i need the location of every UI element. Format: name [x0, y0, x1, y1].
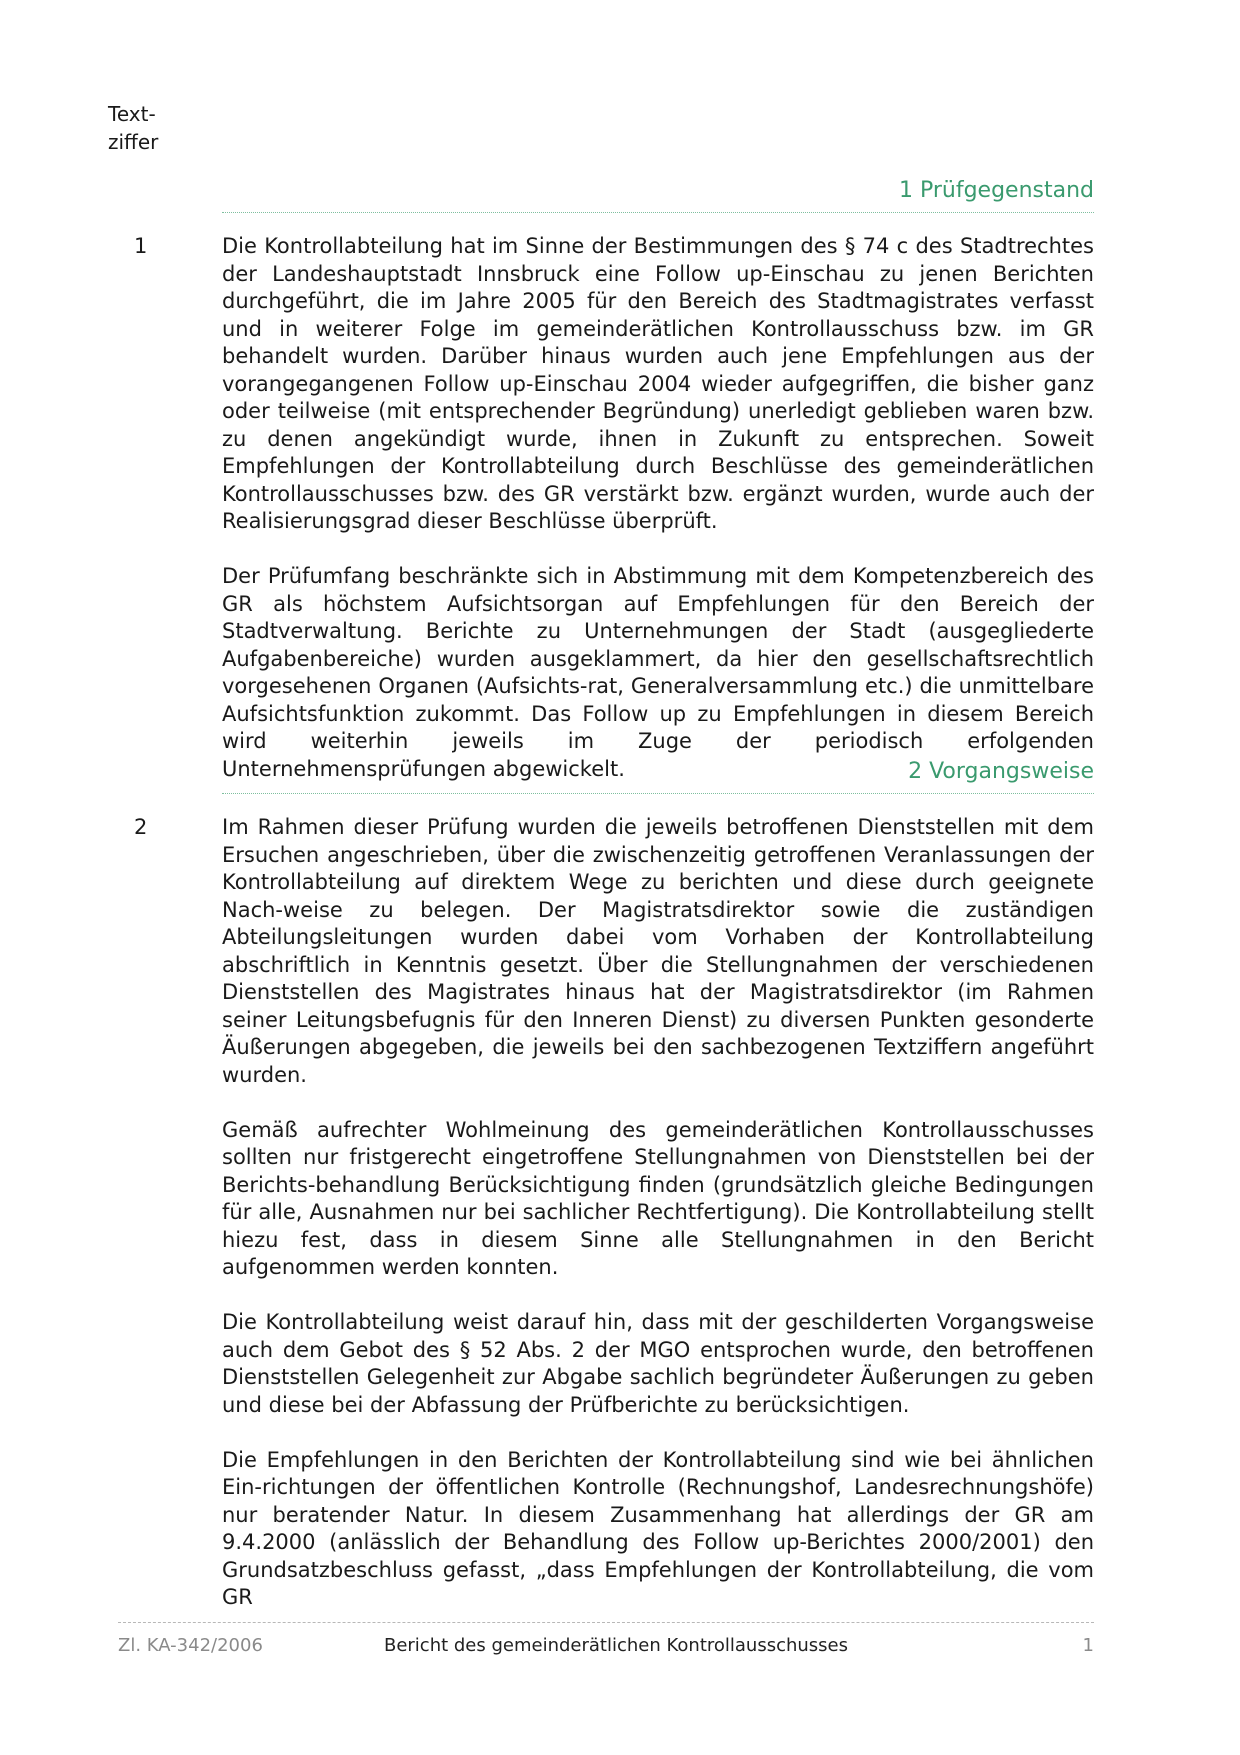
textziffer-number: 1 — [134, 234, 148, 258]
paragraph: Die Kontrollabteilung hat im Sinne der Bestimmungen des § 74 c des Stadtrechtes der Landeshauptstadt Innsbruck eine Follow up-Einschau zu jenen Berichten durchgeführt, die im Jahre 2005 für den Bereich des Stadtmagistrates verfasst und in weiterer Folge im gemeinderätlichen Kontrollausschuss bzw. im GR behandelt wurden. Darüber hinaus wurden auch jene Empfehlungen aus der vorangegangenen Follow up-Einschau 2004 wieder aufgegriffen, die bisher ganz oder teilweise (mit entsprechender Begründung) unerledigt geblieben waren bzw. zu denen angekündigt wurde, ihnen in Zukunft zu entsprechen. Soweit Empfehlungen der Kontrollabteilung durch Beschlüsse des gemeinderätlichen Kontrollausschusses bzw. des GR verstärkt bzw. ergänzt wurden, wurde auch der Realisierungsgrad dieser Beschlüsse überprüft. — [222, 234, 1094, 533]
paragraph: Im Rahmen dieser Prüfung wurden die jeweils betroffenen Dienststellen mit dem Ersuchen angeschrieben, über die zwischenzeitig getroffenen Veranlassungen der Kontrollabteilung auf direktem Wege zu berichten und diese durch geeignete Nach-weise zu belegen. Der Magistratsdirektor sowie die zuständigen Abteilungsleitungen wurden dabei vom Vorhaben der Kontrollabteilung abschriftlich in Kenntnis gesetzt. Über die Stellungnahmen der verschiedenen Dienststellen des Magistrates hinaus hat der Magistratsdirektor (im Rahmen seiner Leitungsbefugnis für den Inneren Dienst) zu diversen Punkten gesonderte Äußerungen abgegeben, die jeweils bei den sachbezogenen Textziffern angeführt wurden. — [222, 815, 1094, 1087]
paragraph: Gemäß aufrechter Wohlmeinung des gemeinderätlichen Kontrollausschusses sollten nur fristgerecht eingetroffene Stellungnahmen von Dienststellen bei der Berichts-behandlung Berücksichtigung finden (grundsätzlich gleiche Bedingungen für alle, Ausnahmen nur bei sachlicher Rechtfertigung). Die Kontrollabteilung stellt hiezu fest, dass in diesem Sinne alle Stellungnahmen in den Bericht aufgenommen werden konnten. — [222, 1117, 1094, 1279]
textziffer-number: 2 — [134, 815, 148, 839]
footer-reference: Zl. KA-342/2006 — [118, 1635, 263, 1656]
margin-label-textziffer — [108, 100, 198, 156]
paragraph: Die Kontrollabteilung weist darauf hin, dass mit der geschilderten Vorgangsweise auch dem Gebot des § 52 Abs. 2 der MGO entsprochen wurde, den betroffenen Dienststellen Gelegenheit zur Abgabe sachlich begründeter Äußerungen zu geben und diese bei der Abfassung der Prüfberichte zu berücksichtigen. — [222, 1310, 1094, 1417]
page-number: 1 — [1082, 1635, 1094, 1656]
section-heading-pruefgegenstand: 1 Prüfgegenstand — [222, 176, 1094, 213]
section-body-vorgangsweise — [222, 814, 1094, 1639]
footer-title: Bericht des gemeinderätlichen Kontrollausschusses — [383, 1635, 849, 1656]
page-footer — [118, 1622, 1094, 1663]
section-heading-vorgangsweise: 2 Vorgangsweise — [222, 757, 1094, 794]
paragraph: Der Prüfumfang beschränkte sich in Abstimmung mit dem Kompetenzbereich des GR als höchstem Aufsichtsorgan auf Empfehlungen für den Bereich der Stadtverwaltung. Berichte zu Unternehmungen der Stadt (ausgegliederte Aufgabenbereiche) wurden ausgeklammert, da hier den gesellschaftsrechtlich vorgesehenen Organen (Aufsichts-rat, Generalversammlung etc.) die unmittelbare Aufsichtsfunktion zukommt. Das Follow up zu Empfehlungen in diesem Bereich wird weiterhin jeweils im Zuge der periodisch erfolgenden Unternehmensprüfungen abgewickelt. — [222, 564, 1094, 781]
margin-label-text: Text- ziffer — [108, 102, 159, 154]
section-body-pruefgegenstand — [222, 233, 1094, 811]
paragraph: Die Empfehlungen in den Berichten der Kontrollabteilung sind wie bei ähnlichen Ein-richtungen der öffentlichen Kontrolle (Rechnungshof, Landesrechnungshöfe) nur beratender Natur. In diesem Zusammenhang hat allerdings der GR am 9.4.2000 (anlässlich der Behandlung des Follow up-Berichtes 2000/2001) den Grundsatzbeschluss gefasst, „dass Empfehlungen der Kontrollabteilung, die vom GR — [222, 1447, 1094, 1609]
